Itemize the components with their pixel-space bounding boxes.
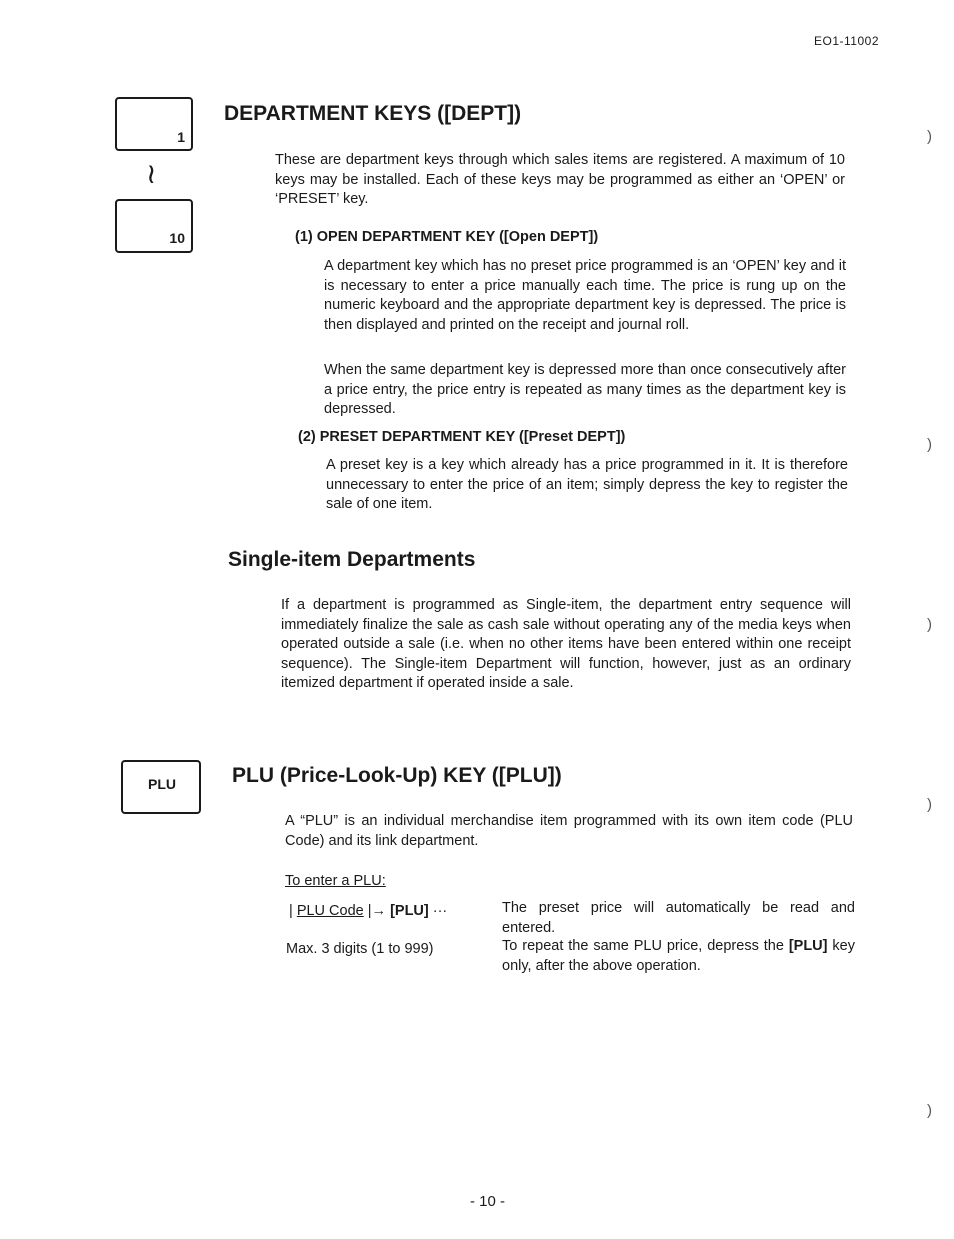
preset-dept-heading: (2) PRESET DEPARTMENT KEY ([Preset DEPT]) bbox=[298, 429, 626, 445]
binding-mark: ) bbox=[927, 1102, 932, 1119]
plu-dots: ··· bbox=[432, 903, 448, 919]
binding-mark: ) bbox=[927, 616, 932, 633]
binding-mark: ) bbox=[927, 128, 932, 145]
binding-mark: ) bbox=[927, 436, 932, 453]
dept-key-1-label: 1 bbox=[177, 129, 185, 145]
plu-intro: A “PLU” is an individual merchandise item programmed with its own item code (PLU Code) and its link department. bbox=[285, 813, 853, 849]
open-dept-para-2: When the same department key is depressed more than once consecutively after a price entry, the price entry is repeated as many times as the department key is depressed. bbox=[324, 362, 846, 417]
plu-note-2 bbox=[502, 937, 855, 976]
plu-bracket-open-icon: | bbox=[289, 903, 293, 919]
dept-key-10-label: 10 bbox=[169, 230, 185, 246]
dept-section-title: DEPARTMENT KEYS ([DEPT]) bbox=[224, 102, 522, 125]
plu-note-1: The preset price will automatically be read and entered. bbox=[502, 900, 855, 936]
preset-dept-para-1: A preset key is a key which already has a price programmed in it. It is therefore unnecessary to enter the price of an item; simply depress the key to register the sale of one item. bbox=[326, 457, 848, 512]
plu-sequence bbox=[289, 903, 447, 919]
document-id: EO1-11002 bbox=[814, 34, 879, 48]
plu-key-label: PLU bbox=[148, 776, 176, 792]
binding-mark: ) bbox=[927, 796, 932, 813]
open-dept-heading: (1) OPEN DEPARTMENT KEY ([Open DEPT]) bbox=[295, 229, 599, 245]
plu-key-ref: [PLU] bbox=[390, 903, 429, 919]
plu-note-2-key: [PLU] bbox=[788, 938, 828, 954]
open-dept-para-1: A department key which has no preset price programmed is an ‘OPEN’ key and it is necessary to enter a price manually each time. The price is rung up on the numeric keyboard and the appropriate department key is depressed. The price is then displayed and printed on the receipt and journal roll. bbox=[324, 258, 846, 333]
range-tilde-icon: ≀ bbox=[146, 158, 157, 189]
plu-section-title: PLU (Price-Look-Up) KEY ([PLU]) bbox=[232, 764, 562, 787]
plu-key-icon bbox=[121, 760, 201, 814]
plu-digits-note: Max. 3 digits (1 to 999) bbox=[286, 941, 434, 957]
plu-note-2-tail: key only, after the above operation. bbox=[502, 938, 855, 974]
dept-key-1-icon bbox=[115, 97, 193, 151]
arrow-right-icon: → bbox=[371, 903, 387, 919]
single-item-para: If a department is programmed as Single-item, the department entry sequence will immediately finalize the sale as cash sale without operating any of the media keys when operated outside a sale (i.e. when no other items have been entered within one receipt sequence). The Single-item Department will function, however, just as an ordinary itemized department if operated inside a sale. bbox=[281, 597, 851, 691]
dept-key-10-icon bbox=[115, 199, 193, 253]
plu-code-label: PLU Code bbox=[296, 903, 364, 919]
single-item-title: Single-item Departments bbox=[228, 548, 476, 571]
page-number: - 10 - bbox=[470, 1193, 506, 1210]
plu-bracket-close-icon: | bbox=[367, 903, 372, 919]
dept-intro: These are department keys through which sales items are registered. A maximum of 10 keys may be installed. Each of these keys may be programmed as either an ‘OPEN’ or ‘PRESET’ key. bbox=[275, 152, 845, 207]
plu-note-2-text: To repeat the same PLU price, depress the bbox=[502, 938, 784, 954]
plu-enter-label: To enter a PLU: bbox=[285, 873, 386, 889]
